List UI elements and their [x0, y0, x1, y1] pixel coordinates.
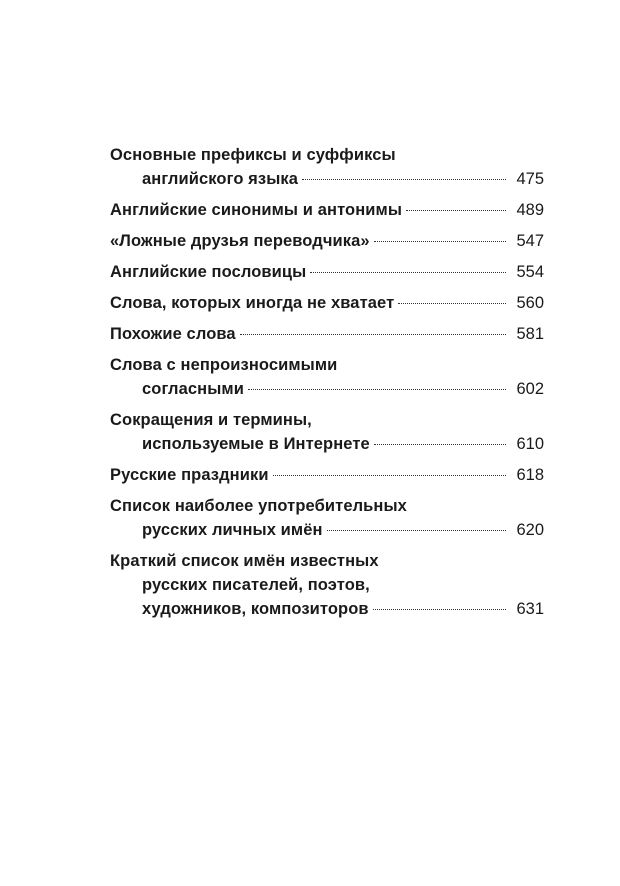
- dot-leader: [374, 241, 506, 242]
- toc-page-number: 475: [516, 170, 544, 188]
- toc-entry-line: [110, 408, 544, 432]
- toc-entry[interactable]: [110, 291, 544, 315]
- toc-entry-line: [110, 143, 544, 167]
- toc-entry-title: Список наиболее употребительных: [110, 497, 407, 515]
- toc-page-number: 602: [516, 380, 544, 398]
- toc-entry-title: согласными: [142, 380, 244, 398]
- toc-page-number: 610: [516, 435, 544, 453]
- toc-entry-line: [110, 167, 544, 191]
- toc-page-number: 618: [516, 466, 544, 484]
- toc-page-number: 554: [516, 263, 544, 281]
- toc-entry-title: Английские пословицы: [110, 263, 307, 281]
- toc-page-number: 620: [516, 521, 544, 539]
- toc-entry-title: Слова с непроизносимыми: [110, 356, 338, 374]
- toc-entry-title: Похожие слова: [110, 325, 236, 343]
- toc-entry-title: русских писателей, поэтов,: [142, 576, 370, 594]
- toc-entry[interactable]: [110, 322, 544, 346]
- dot-leader: [273, 475, 506, 476]
- toc-entry-title: «Ложные друзья переводчика»: [110, 232, 370, 250]
- dot-leader: [248, 389, 506, 390]
- toc-entry-title: художников, композиторов: [142, 600, 369, 618]
- toc-entry[interactable]: [110, 494, 544, 542]
- toc-page-number: 581: [516, 325, 544, 343]
- toc-entry-line: [110, 573, 544, 597]
- toc-entry-line: [110, 432, 544, 456]
- toc-entry-line: [110, 353, 544, 377]
- toc-entry[interactable]: [110, 260, 544, 284]
- toc-entry-line: [110, 597, 544, 621]
- toc-entry-line: [110, 549, 544, 573]
- dot-leader: [406, 210, 506, 211]
- toc-entry[interactable]: [110, 463, 544, 487]
- table-of-contents: [110, 143, 544, 628]
- dot-leader: [373, 609, 506, 610]
- toc-entry-line: [110, 260, 544, 284]
- toc-entry[interactable]: [110, 549, 544, 621]
- toc-entry-title: Краткий список имён известных: [110, 552, 379, 570]
- toc-entry[interactable]: [110, 229, 544, 253]
- toc-entry-title: используемые в Интернете: [142, 435, 370, 453]
- dot-leader: [302, 179, 506, 180]
- toc-entry-line: [110, 198, 544, 222]
- dot-leader: [240, 334, 506, 335]
- toc-page-number: 489: [516, 201, 544, 219]
- toc-entry-line: [110, 322, 544, 346]
- toc-entry-line: [110, 494, 544, 518]
- toc-entry[interactable]: [110, 198, 544, 222]
- toc-entry-title: Основные префиксы и суффиксы: [110, 146, 396, 164]
- toc-entry-title: Слова, которых иногда не хватает: [110, 294, 395, 312]
- toc-entry-line: [110, 291, 544, 315]
- toc-entry-line: [110, 377, 544, 401]
- toc-entry-line: [110, 463, 544, 487]
- toc-entry-title: русских личных имён: [142, 521, 323, 539]
- toc-entry-line: [110, 229, 544, 253]
- toc-page-number: 631: [516, 600, 544, 618]
- dot-leader: [327, 530, 506, 531]
- toc-entry-title: Английские синонимы и антонимы: [110, 201, 403, 219]
- dot-leader: [310, 272, 506, 273]
- toc-entry-line: [110, 518, 544, 542]
- toc-entry[interactable]: [110, 143, 544, 191]
- toc-entry[interactable]: [110, 408, 544, 456]
- toc-entry-title: Сокращения и термины,: [110, 411, 312, 429]
- toc-page-number: 547: [516, 232, 544, 250]
- toc-entry-title: Русские праздники: [110, 466, 269, 484]
- dot-leader: [374, 444, 506, 445]
- toc-page-number: 560: [516, 294, 544, 312]
- dot-leader: [398, 303, 506, 304]
- toc-entry[interactable]: [110, 353, 544, 401]
- toc-entry-title: английского языка: [142, 170, 299, 188]
